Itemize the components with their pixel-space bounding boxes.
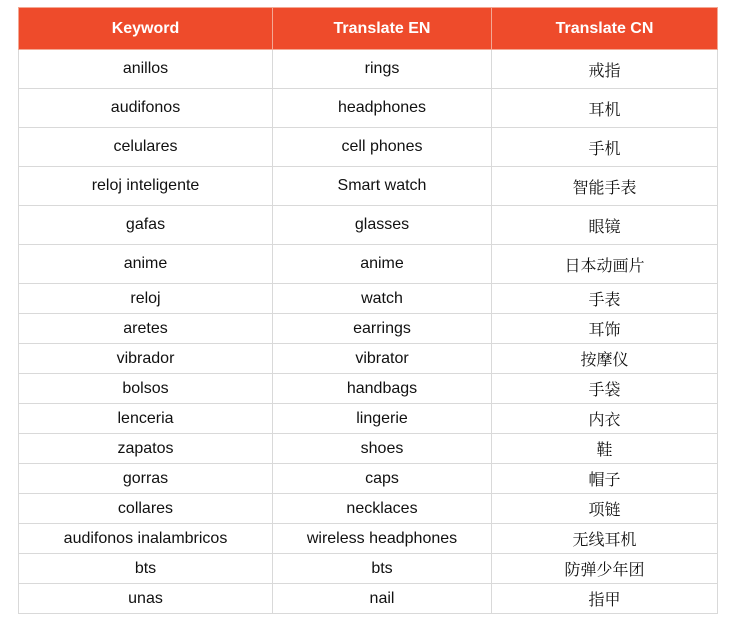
translation-cn-cell: 戒指 bbox=[492, 50, 718, 89]
keyword-cell: audifonos bbox=[19, 89, 273, 128]
translation-cn-cell: 耳饰 bbox=[492, 314, 718, 344]
keyword-cell: gafas bbox=[19, 206, 273, 245]
translation-cn-cell: 内衣 bbox=[492, 404, 718, 434]
translation-en-cell: Smart watch bbox=[273, 167, 492, 206]
translation-cn-cell: 按摩仪 bbox=[492, 344, 718, 374]
table-row bbox=[19, 50, 718, 89]
translation-en-cell: watch bbox=[273, 284, 492, 314]
translation-cn-cell: 项链 bbox=[492, 494, 718, 524]
header-translate-cn: Translate CN bbox=[492, 8, 718, 50]
table-row bbox=[19, 524, 718, 554]
keyword-cell: gorras bbox=[19, 464, 273, 494]
table-row bbox=[19, 554, 718, 584]
translation-cn-cell: 指甲 bbox=[492, 584, 718, 614]
keyword-cell: anime bbox=[19, 245, 273, 284]
table-row bbox=[19, 128, 718, 167]
keyword-cell: zapatos bbox=[19, 434, 273, 464]
header-keyword: Keyword bbox=[19, 8, 273, 50]
translation-en-cell: lingerie bbox=[273, 404, 492, 434]
table-row bbox=[19, 167, 718, 206]
keyword-cell: unas bbox=[19, 584, 273, 614]
table-row bbox=[19, 314, 718, 344]
translation-cn-cell: 手袋 bbox=[492, 374, 718, 404]
translation-cn-cell: 帽子 bbox=[492, 464, 718, 494]
keyword-cell: audifonos inalambricos bbox=[19, 524, 273, 554]
keyword-cell: reloj bbox=[19, 284, 273, 314]
translation-cn-cell: 鞋 bbox=[492, 434, 718, 464]
translation-cn-cell: 无线耳机 bbox=[492, 524, 718, 554]
keyword-cell: reloj inteligente bbox=[19, 167, 273, 206]
translation-en-cell: nail bbox=[273, 584, 492, 614]
keyword-cell: bolsos bbox=[19, 374, 273, 404]
translation-en-cell: bts bbox=[273, 554, 492, 584]
translation-cn-cell: 手机 bbox=[492, 128, 718, 167]
table-row bbox=[19, 584, 718, 614]
translation-cn-cell: 眼镜 bbox=[492, 206, 718, 245]
translation-en-cell: vibrator bbox=[273, 344, 492, 374]
keyword-cell: collares bbox=[19, 494, 273, 524]
table-header-row bbox=[19, 8, 718, 50]
table-row bbox=[19, 434, 718, 464]
translation-en-cell: wireless headphones bbox=[273, 524, 492, 554]
translation-en-cell: shoes bbox=[273, 434, 492, 464]
table-row bbox=[19, 464, 718, 494]
header-translate-en: Translate EN bbox=[273, 8, 492, 50]
translation-en-cell: caps bbox=[273, 464, 492, 494]
keyword-cell: celulares bbox=[19, 128, 273, 167]
table-row bbox=[19, 494, 718, 524]
translation-cn-cell: 日本动画片 bbox=[492, 245, 718, 284]
translation-cn-cell: 智能手表 bbox=[492, 167, 718, 206]
table-row bbox=[19, 206, 718, 245]
translation-en-cell: necklaces bbox=[273, 494, 492, 524]
translation-en-cell: earrings bbox=[273, 314, 492, 344]
translation-en-cell: handbags bbox=[273, 374, 492, 404]
translation-en-cell: rings bbox=[273, 50, 492, 89]
keyword-cell: vibrador bbox=[19, 344, 273, 374]
table-row bbox=[19, 89, 718, 128]
keyword-cell: aretes bbox=[19, 314, 273, 344]
translation-en-cell: glasses bbox=[273, 206, 492, 245]
translation-cn-cell: 手表 bbox=[492, 284, 718, 314]
translation-en-cell: anime bbox=[273, 245, 492, 284]
translation-en-cell: cell phones bbox=[273, 128, 492, 167]
table-row bbox=[19, 404, 718, 434]
translation-cn-cell: 耳机 bbox=[492, 89, 718, 128]
keyword-cell: lenceria bbox=[19, 404, 273, 434]
keyword-cell: bts bbox=[19, 554, 273, 584]
table-row bbox=[19, 344, 718, 374]
keyword-cell: anillos bbox=[19, 50, 273, 89]
table-row bbox=[19, 374, 718, 404]
table-row bbox=[19, 245, 718, 284]
translation-cn-cell: 防弹少年团 bbox=[492, 554, 718, 584]
table-row bbox=[19, 284, 718, 314]
keyword-translation-table bbox=[18, 7, 718, 614]
translation-en-cell: headphones bbox=[273, 89, 492, 128]
